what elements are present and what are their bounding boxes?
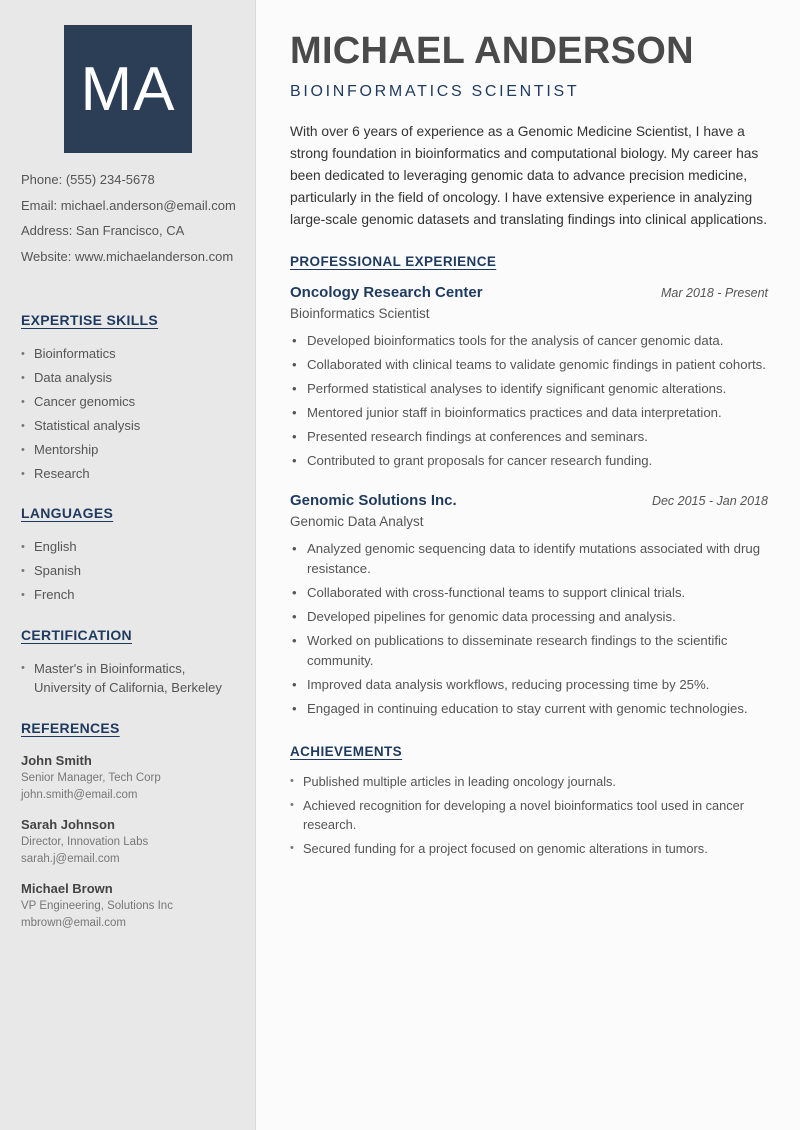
job-bullet: • Mentored junior staff in bioinformatics practices and data interpretation. xyxy=(290,403,768,423)
reference-role: VP Engineering, Solutions Inc xyxy=(21,900,173,912)
achievement-item: • Published multiple articles in leading oncology journals. xyxy=(290,772,768,791)
job-title: BIOINFORMATICS SCIENTIST xyxy=(290,83,580,100)
job-bullet: • Worked on publications to disseminate research findings to the scientific community. xyxy=(290,631,768,671)
skills-heading: EXPERTISE SKILLS xyxy=(21,312,159,328)
reference-entry xyxy=(21,880,173,932)
candidate-name: MICHAEL ANDERSON xyxy=(290,30,694,72)
reference-name: Michael Brown xyxy=(21,881,113,896)
job-company: Oncology Research Center xyxy=(290,284,483,301)
reference-email: sarah.j@email.com xyxy=(21,853,120,865)
job-company: Genomic Solutions Inc. xyxy=(290,492,457,509)
reference-name: John Smith xyxy=(21,753,92,768)
skill-item: • Mentorship xyxy=(21,442,140,466)
job-bullet: • Collaborated with clinical teams to validate genomic findings in patient cohorts. xyxy=(290,355,768,375)
contact-email: Email: michael.anderson@email.com xyxy=(21,197,236,213)
experience-heading: PROFESSIONAL EXPERIENCE xyxy=(290,254,497,269)
certification-heading: CERTIFICATION xyxy=(21,627,132,643)
job-bullet: • Performed statistical analyses to identify significant genomic alterations. xyxy=(290,379,768,399)
job-dates: Dec 2015 - Jan 2018 xyxy=(651,494,768,508)
monogram-avatar: MA xyxy=(64,25,192,153)
skill-item: • Data analysis xyxy=(21,370,140,394)
references-heading: REFERENCES xyxy=(21,720,120,736)
languages-heading: LANGUAGES xyxy=(21,505,114,521)
reference-name: Sarah Johnson xyxy=(21,817,115,832)
job-bullet: • Presented research findings at conferences and seminars. xyxy=(290,427,768,447)
reference-entry xyxy=(21,752,173,804)
contact-phone: Phone: (555) 234-5678 xyxy=(21,172,155,187)
job-entry xyxy=(290,284,768,475)
job-bullet: • Improved data analysis workflows, reducing processing time by 25%. xyxy=(290,675,768,695)
sidebar xyxy=(0,0,256,1130)
job-bullet: • Developed pipelines for genomic data processing and analysis. xyxy=(290,607,768,627)
achievements-list xyxy=(290,772,768,863)
job-bullets xyxy=(290,539,768,719)
job-bullet: • Collaborated with cross-functional teams to support clinical trials. xyxy=(290,583,768,603)
contact-address: Address: San Francisco, CA xyxy=(21,223,185,238)
reference-role: Senior Manager, Tech Corp xyxy=(21,772,161,784)
reference-email: mbrown@email.com xyxy=(21,917,126,929)
skill-item: • Research xyxy=(21,466,140,490)
achievement-item: • Secured funding for a project focused on genomic alterations in tumors. xyxy=(290,839,768,858)
profile-summary: With over 6 years of experience as a Genomic Medicine Scientist, I have a strong foundation in bioinformatics and computational biology. My career has been dedicated to leveraging genomic data to advance precision medicine, particularly in the field of oncology. I have extensive experience in analyzing large-scale genomic datasets and translating findings into clinical applications. xyxy=(290,124,768,227)
skill-item: • Statistical analysis xyxy=(21,418,140,442)
certification-list xyxy=(21,659,236,697)
skills-list xyxy=(21,346,140,490)
reference-entry xyxy=(21,816,173,868)
job-bullet: • Analyzed genomic sequencing data to identify mutations associated with drug resistance. xyxy=(290,539,768,579)
languages-list xyxy=(21,539,81,611)
achievements-heading: ACHIEVEMENTS xyxy=(290,744,403,759)
language-item: • English xyxy=(21,539,81,563)
skill-item: • Cancer genomics xyxy=(21,394,140,418)
certification-item: • Master's in Bioinformatics, University of California, Berkeley xyxy=(21,659,236,697)
job-bullets xyxy=(290,331,768,471)
reference-role: Director, Innovation Labs xyxy=(21,836,149,848)
reference-email: john.smith@email.com xyxy=(21,789,138,801)
job-bullet: • Engaged in continuing education to stay current with genomic technologies. xyxy=(290,699,768,719)
contact-website: Website: www.michaelanderson.com xyxy=(21,248,234,264)
contact-info xyxy=(21,171,236,273)
references-list xyxy=(21,752,173,944)
job-bullet: • Contributed to grant proposals for cancer research funding. xyxy=(290,451,768,471)
job-dates: Mar 2018 - Present xyxy=(661,286,768,300)
job-entry xyxy=(290,492,768,723)
job-role: Bioinformatics Scientist xyxy=(290,306,430,321)
skill-item: • Bioinformatics xyxy=(21,346,140,370)
job-role: Genomic Data Analyst xyxy=(290,514,424,529)
achievement-item: • Achieved recognition for developing a novel bioinformatics tool used in cancer research. xyxy=(290,796,768,834)
language-item: • Spanish xyxy=(21,563,81,587)
job-bullet: • Developed bioinformatics tools for the analysis of cancer genomic data. xyxy=(290,331,768,351)
language-item: • French xyxy=(21,587,81,611)
